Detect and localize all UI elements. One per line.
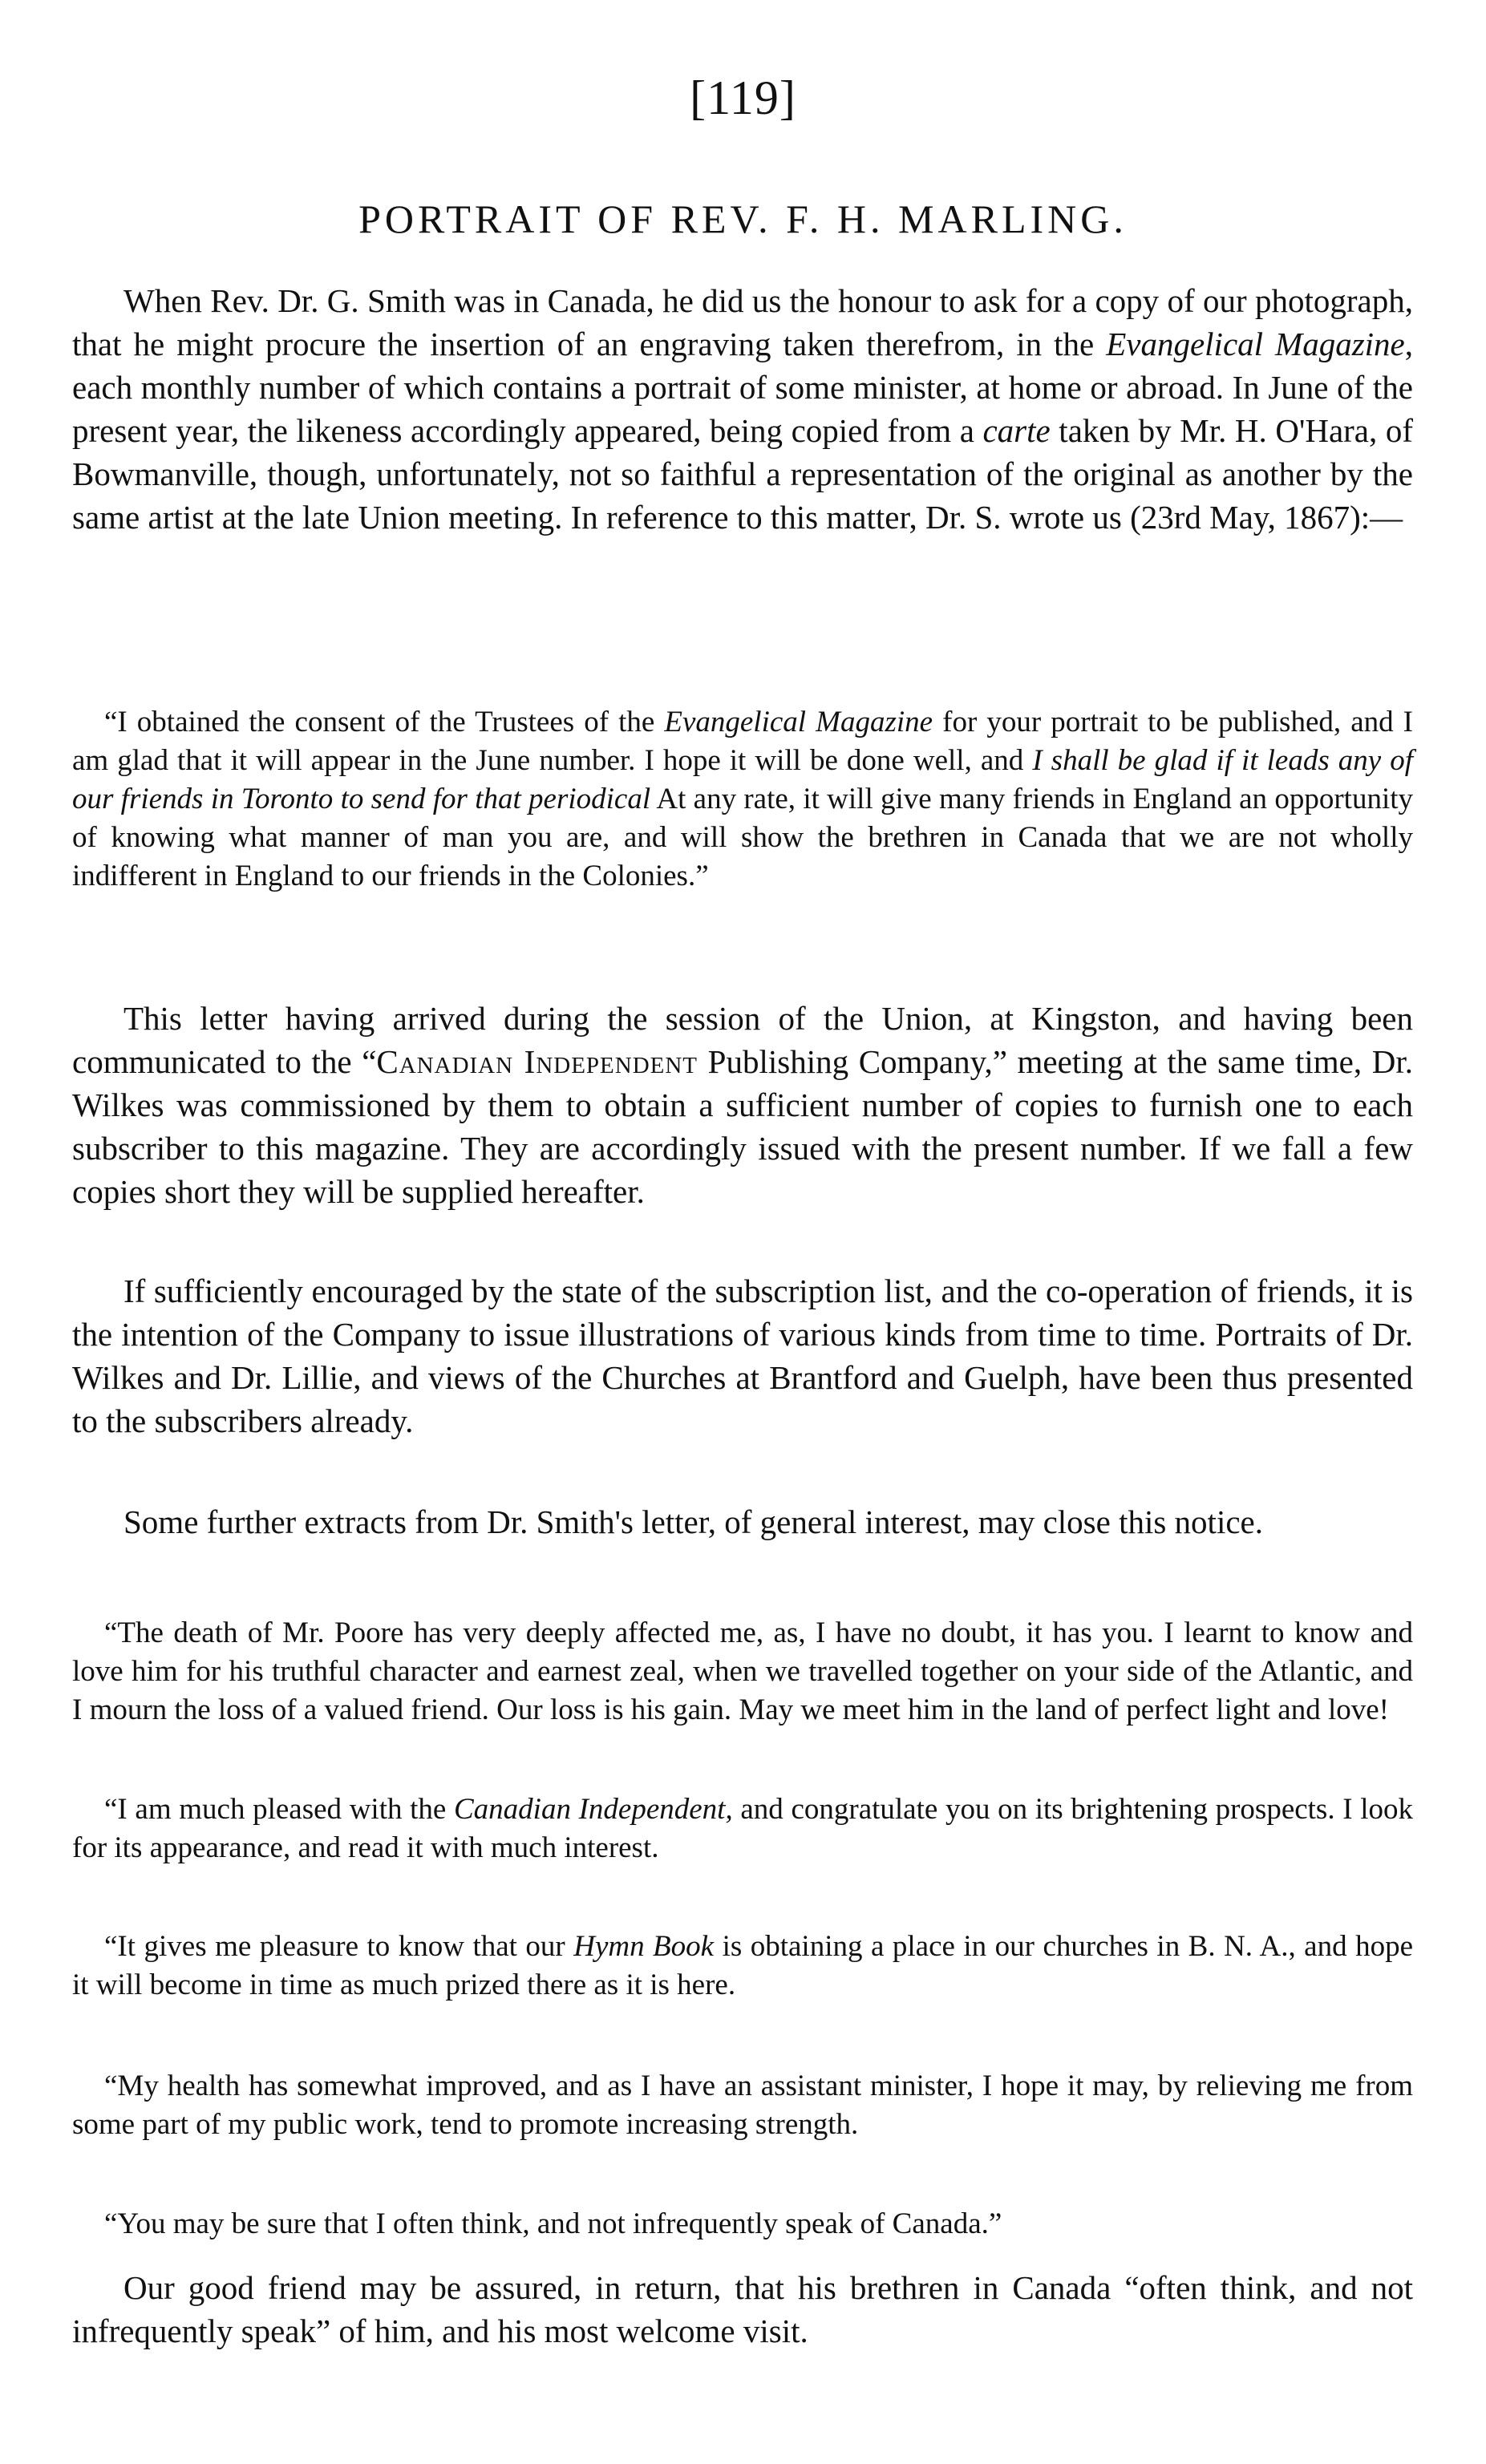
quote-text: “I am much pleased with the — [104, 1793, 454, 1826]
italic-emphasis: I shall be glad if it leads any of our friends in Toronto to send for that periodical — [72, 744, 1414, 815]
italic-term: carte — [982, 412, 1051, 449]
letter-quote-2 — [72, 1614, 1413, 1730]
quote-text: At any rate, it will give many friends in England an opportunity of knowing what manner of man you are, and will show the brethren in Canada that we are not wholly indifferent in England to our friends in the Colonies.” — [72, 783, 1414, 892]
quote-text: for your portrait to be published, and I am glad that it will appear in the June number. I hope it will be done well, and — [72, 706, 1414, 777]
magazine-title: Evangelical Magazine — [1106, 326, 1405, 362]
paragraph-3 — [72, 1269, 1413, 1442]
paragraph-text: Publishing Company,” meeting at the same time, Dr. Wilkes was commissioned by them to obtain a sufficient number of copies to furnish one to each subscriber to this magazine. They are accordingly issued with the present number. If we fall a few copies short they will be supplied hereafter. — [72, 1043, 1413, 1210]
paragraph-text: This letter having arrived during the session of the Union, at Kingston, and having been communicated to the “ — [72, 1000, 1413, 1080]
letter-quote-6 — [72, 2205, 1413, 2243]
paragraph-text: Some further extracts from Dr. Smith's letter, of general interest, may close this notice. — [123, 1503, 1263, 1540]
quote-text: “My health has somewhat improved, and as I have an assistant minister, I hope it may, by relieving me from some part of my public work, tend to promote increasing strength. — [72, 2070, 1413, 2141]
quote-text: “I obtained the consent of the Trustees of the — [104, 706, 665, 738]
article-title: PORTRAIT OF REV. F. H. MARLING. — [358, 196, 1128, 241]
quote-text: and congratulate you on its brightening prospects. I look for its appearance, and read it with much interest. — [72, 1793, 1413, 1864]
letter-quote-5 — [72, 2067, 1413, 2144]
book-title: Hymn Book — [573, 1930, 715, 1963]
letter-quote-3 — [72, 1790, 1413, 1867]
quote-text: “The death of Mr. Poore has very deeply affected me, as, I have no doubt, it has you. I learnt to know and love him for his truthful character and earnest zeal, when we travelled together on your side of the Atlantic, and I mourn the loss of a valued friend. Our loss is his gain. May we meet him in the land of perfect light and love! — [72, 1616, 1413, 1726]
magazine-title: Canadian Independent, — [453, 1793, 733, 1826]
page-number: [119] — [690, 71, 796, 124]
quote-text: “It gives me pleasure to know that our — [104, 1930, 574, 1963]
paragraph-1 — [72, 279, 1413, 539]
paragraph-5 — [72, 2266, 1413, 2353]
letter-quote-4 — [72, 1928, 1413, 2005]
paragraph-text: When Rev. Dr. G. Smith was in Canada, he did us the honour to ask for a copy of our photograph, that he might procure the insertion of an engraving taken therefrom, in the — [72, 282, 1413, 362]
quote-text: is obtaining a place in our churches in B. N. A., and hope it will become in time as much prized there as it is here. — [72, 1930, 1413, 2001]
quote-text: “You may be sure that I often think, and not infrequently speak of Canada.” — [104, 2207, 1002, 2240]
company-name: Canadian Independent — [376, 1043, 698, 1080]
paragraph-text: Our good friend may be assured, in return, that his brethren in Canada “often think, and not infrequently speak” of him, and his most welcome visit. — [72, 2269, 1413, 2349]
paragraph-text: taken by Mr. H. O'Hara, of Bowmanville, though, unfortunately, not so faithful a representation of the original as another by the same artist at the late Union meeting. In reference to this matter, Dr. S. wrote us (23rd May, 1867):— — [72, 412, 1413, 536]
magazine-title: Evangelical Magazine — [664, 706, 933, 738]
paragraph-4 — [72, 1500, 1413, 1544]
paragraph-text: , each monthly number of which contains a portrait of some minister, at home or abroad. In June of the present year, the likeness accordingly appeared, being copied from a — [72, 326, 1413, 449]
paragraph-text: If sufficiently encouraged by the state of the subscription list, and the co-operation of friends, it is the intention of the Company to issue illustrations of various kinds from time to time. Portraits of Dr. Wilkes and Dr. Lillie, and views of the Churches at Brantford and Guelph, have been thus presented to the subscribers already. — [72, 1272, 1413, 1439]
paragraph-2 — [72, 997, 1413, 1213]
letter-quote-1 — [72, 703, 1413, 896]
